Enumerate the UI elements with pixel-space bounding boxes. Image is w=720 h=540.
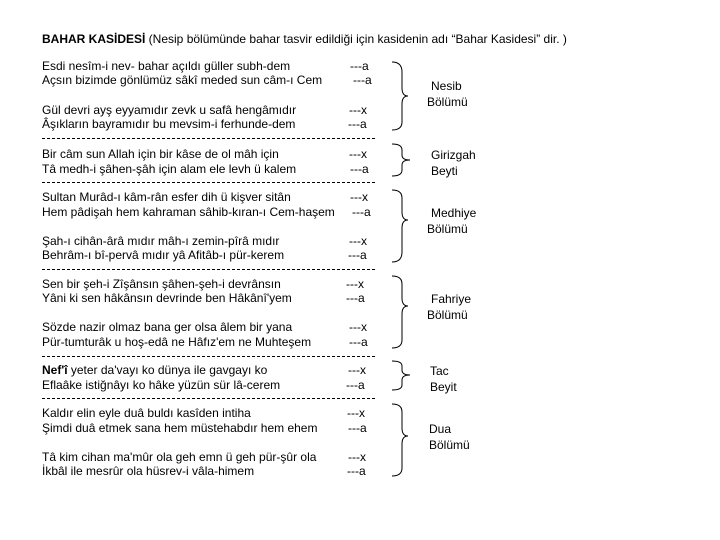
rhyme-mark: ---a bbox=[350, 162, 369, 176]
verse-line: Esdi nesîm-i nev- bahar açıldı güller subh-dem bbox=[42, 59, 291, 73]
rhyme-mark: ---x bbox=[348, 450, 366, 464]
verse-line: Yâni ki sen hâkânsın devrinde ben Hâkânî'yem bbox=[42, 291, 292, 305]
section-label-line: Girizgah bbox=[431, 148, 476, 162]
title-bold: BAHAR KASİDESİ bbox=[42, 32, 146, 46]
rhyme-mark: ---x bbox=[349, 320, 367, 334]
rhyme-mark: ---a bbox=[346, 291, 365, 305]
section-label bbox=[427, 291, 472, 323]
verse-line: Behrâm-ı bî-pervâ mıdır yâ Afitâb-ı pür-kerem bbox=[42, 248, 285, 262]
section-label-line: Medhiye bbox=[431, 206, 477, 220]
brace-nesib bbox=[392, 62, 408, 130]
rhyme-mark: ---a bbox=[352, 205, 371, 219]
rhyme-mark: ---a bbox=[348, 248, 367, 262]
rhyme-mark: ---a bbox=[349, 335, 368, 349]
rhyme-mark: ---a bbox=[348, 421, 367, 435]
rhyme-mark: ---a bbox=[346, 378, 365, 392]
section-label-line: Dua bbox=[429, 422, 452, 436]
verse-line: Eflaâke istiğnâyı ko hâke yüzün sür lâ-cerem bbox=[42, 378, 281, 392]
verse-line-text: yeter da'vayı ko dünya ile gavgayı ko bbox=[70, 363, 268, 377]
section-label bbox=[431, 147, 476, 179]
section-label-line: Bölümü bbox=[427, 95, 468, 109]
rhyme-mark: ---x bbox=[349, 147, 367, 161]
rhyme-mark: ---a bbox=[353, 73, 372, 87]
section-label bbox=[429, 421, 470, 453]
section-label-line: Bölümü bbox=[427, 222, 468, 236]
verse-line: Açsın bizimde gönlümüz sâkî meded sun câm-ı Cem bbox=[42, 73, 323, 87]
rhyme-mark: ---x bbox=[349, 103, 367, 117]
section-label-line: Beyit bbox=[430, 380, 457, 394]
section-label-line: Beyti bbox=[431, 164, 458, 178]
rhyme-mark: ---x bbox=[350, 190, 368, 204]
brace-girizgah bbox=[392, 144, 410, 176]
section-label-line: Bölümü bbox=[429, 438, 470, 452]
rhyme-mark: ---x bbox=[346, 277, 364, 291]
verse-line: Sözde nazir olmaz bana ger olsa âlem bir yana bbox=[42, 320, 293, 334]
section-label bbox=[427, 205, 477, 237]
section-label bbox=[427, 78, 468, 110]
brace-dua bbox=[392, 404, 408, 476]
section-label-line: Tac bbox=[430, 364, 449, 378]
rhyme-mark: ---x bbox=[349, 234, 367, 248]
poet-name: Nef'î bbox=[42, 363, 68, 377]
verse-line: Hem pâdişah hem kahraman sâhib-kıran-ı Cem-haşem bbox=[42, 205, 335, 219]
title-rest: (Nesip bölümünde bahar tasvir edildiği için kasidenin adı “Bahar Kasidesi” dir. ) bbox=[145, 32, 567, 46]
rhyme-mark: ---x bbox=[347, 406, 365, 420]
rhyme-mark: ---a bbox=[348, 117, 367, 131]
verse-line: Pür-tumturâk u hoş-edâ ne Hâfız'em ne Muhteşem bbox=[42, 335, 312, 349]
section-label bbox=[430, 363, 457, 395]
verse-line: Bir câm sun Allah için bir kâse de ol mâh için bbox=[42, 147, 279, 161]
rhyme-mark: ---a bbox=[347, 464, 366, 478]
verse-line: İkbâl ile mesrûr ola hüsrev-i vâla-himem bbox=[42, 464, 255, 478]
verse-line: Gül devri ayş eyyamıdır zevk u safâ hengâmıdır bbox=[42, 103, 297, 117]
section-label-line: Nesib bbox=[431, 79, 462, 93]
verse-line: Sultan Murâd-ı kâm-rân esfer dih ü kişver sitân bbox=[42, 190, 291, 204]
verse-line: Şimdi duâ etmek sana hem müstehabdır hem ehem bbox=[42, 421, 318, 435]
verse-line: Sen bir şeh-i Zîşânsın şâhen-şeh-i devrânsın bbox=[42, 277, 281, 291]
section-label-line: Bölümü bbox=[427, 308, 468, 322]
brace-tac bbox=[392, 361, 410, 390]
rhyme-mark: ---x bbox=[348, 363, 366, 377]
verse-line: Tâ kim cihan ma'mûr ola geh emn ü geh pür-şûr ola bbox=[42, 450, 317, 464]
verse-line: Tâ medh-i şâhen-şâh için alam ele levh ü kalem bbox=[42, 162, 297, 176]
brace-medhiye bbox=[392, 190, 408, 262]
verse-line: Âşıkların bayramıdır bu mevsim-i ferhunde-dem bbox=[42, 117, 296, 131]
verse-line: Kaldır elin eyle duâ buldı kasîden intiha bbox=[42, 406, 251, 420]
section-label-line: Fahriye bbox=[431, 292, 472, 306]
verse-line: Şah-ı cihân-ârâ mıdır mâh-ı zemin-pîrâ mıdır bbox=[42, 234, 280, 248]
rhyme-mark: ---a bbox=[350, 59, 369, 73]
brace-fahriye bbox=[392, 276, 408, 348]
